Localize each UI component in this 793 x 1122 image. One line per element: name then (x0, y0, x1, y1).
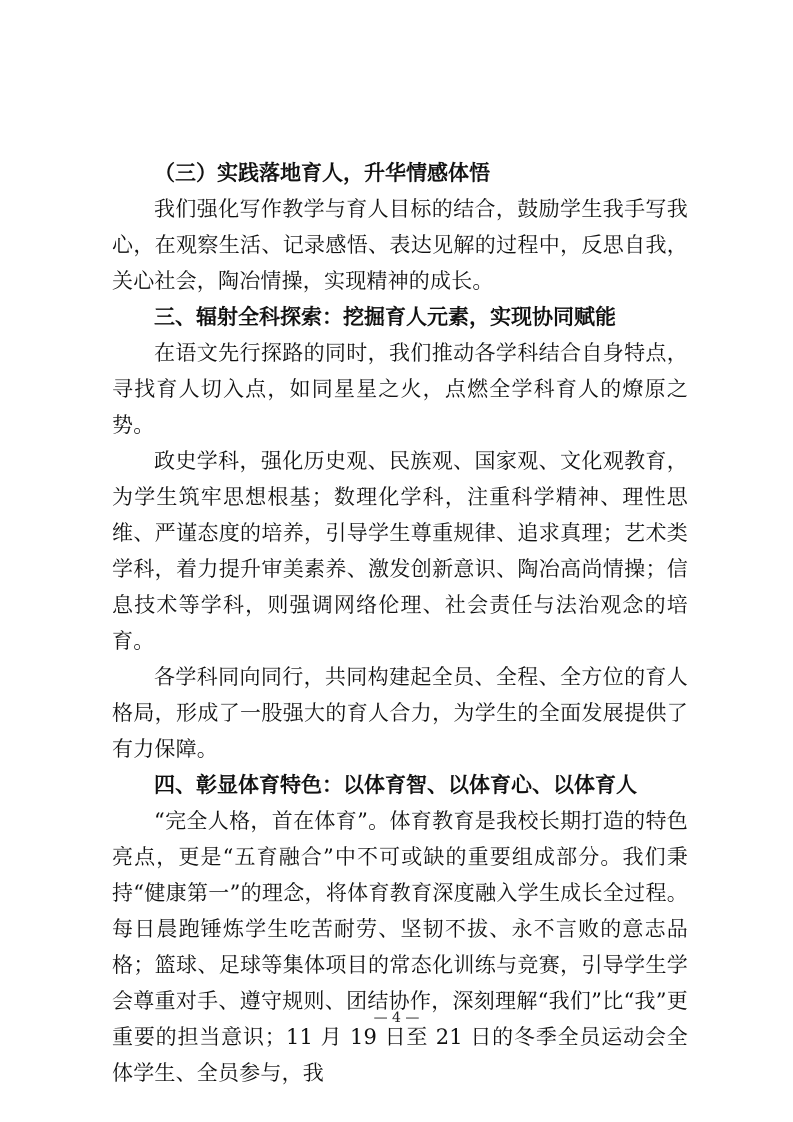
section-heading: 三、辐射全科探索：挖掘育人元素，实现协同赋能 (154, 304, 616, 329)
document-body (112, 155, 688, 1091)
paragraph: 我们强化写作教学与育人目标的结合，鼓励学生我手写我心，在观察生活、记录感悟、表达见解的过程中，反思自我，关心社会，陶冶情操，实现精神的成长。 (112, 197, 688, 293)
section-heading: 四、彰显体育特色：以体育智、以体育心、以体育人 (154, 772, 637, 797)
paragraph: 在语文先行探路的同时，我们推动各学科结合自身特点，寻找育人切入点，如同星星之火，点燃全学科育人的燎原之势。 (112, 341, 688, 437)
paragraph: 各学科同向同行，共同构建起全员、全程、全方位的育人格局，形成了一股强大的育人合力，为学生的全面发展提供了有力保障。 (112, 665, 688, 761)
subsection-heading: （三）实践落地育人，升华情感体悟 (154, 160, 490, 185)
paragraph: 政史学科，强化历史观、民族观、国家观、文化观教育，为学生筑牢思想根基；数理化学科，注重科学精神、理性思维、严谨态度的培养，引导学生尊重规律、追求真理；艺术类学科，着力提升审美素养、激发创新意识、陶冶高尚情操；信息技术等学科，则强调网络伦理、社会责任与法治观念的培育。 (112, 449, 688, 653)
paragraph: “完全人格，首在体育”。体育教育是我校长期打造的特色亮点，更是“五育融合”中不可或缺的重要组成部分。我们秉持“健康第一”的理念，将体育教育深度融入学生成长全过程。每日晨跑锤炼学生吃苦耐劳、坚韧不拔、永不言败的意志品格；篮球、足球等集体项目的常态化训练与竞赛，引导学生学会尊重对手、遵守规则、团结协作，深刻理解“我们”比“我”更重要的担当意识；11 月 19 日至 21 日的冬季全员运动会全体学生、全员参与，我 (112, 809, 688, 1085)
page-number: — 4 — (373, 1010, 420, 1026)
